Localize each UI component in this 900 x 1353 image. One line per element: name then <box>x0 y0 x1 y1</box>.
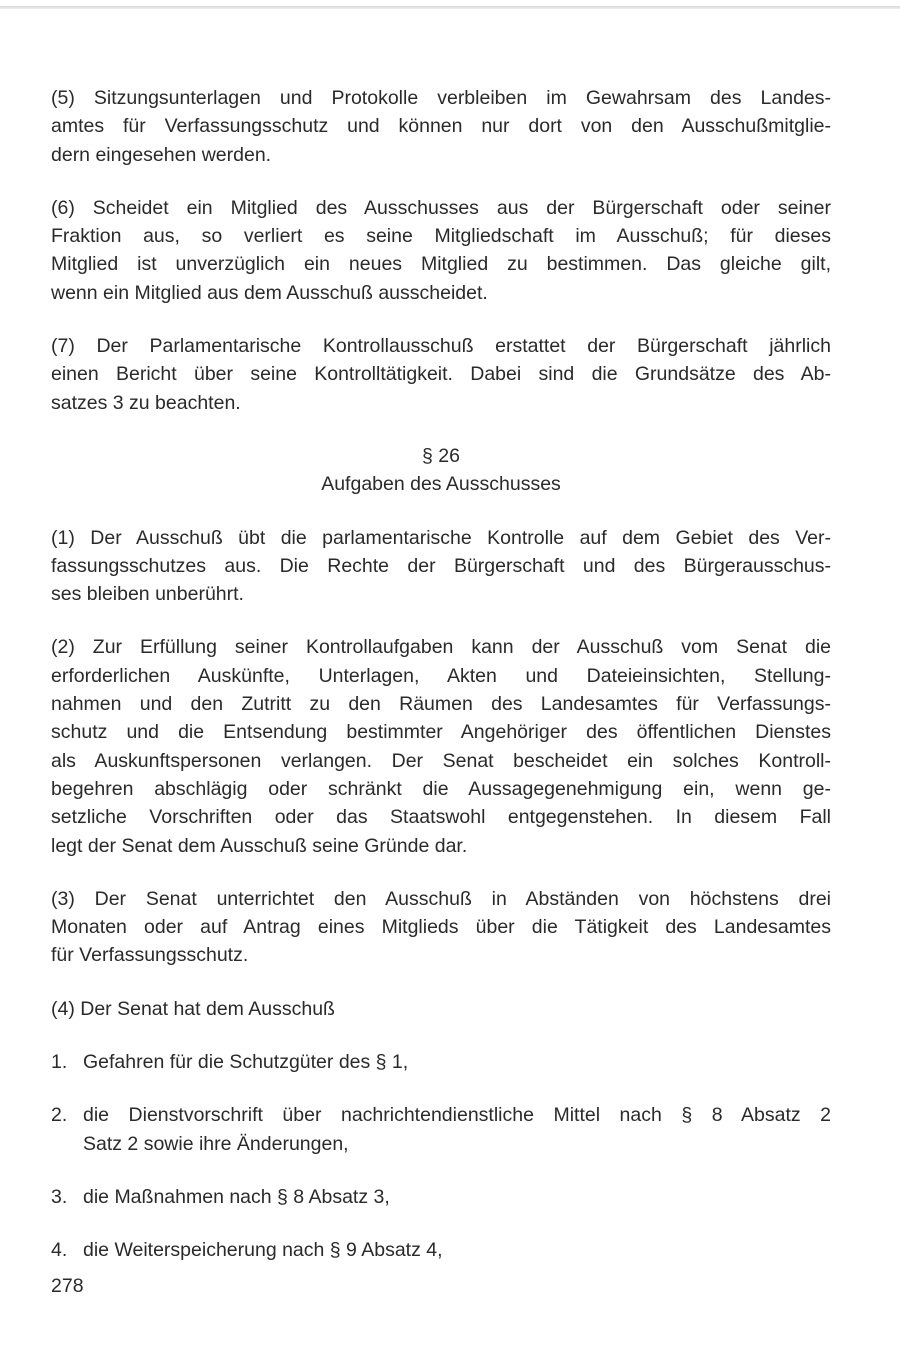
list-item <box>51 1183 831 1211</box>
text-line: wenn ein Mitglied aus dem Ausschuß ausscheidet. <box>51 281 488 304</box>
text-line: (2) Zur Erfüllung seiner Kontrollaufgaben kann der Ausschuß vom Senat die <box>51 636 831 659</box>
document-page <box>51 84 831 1290</box>
text-line: setzliche Vorschriften oder das Staatswohl entgegenstehen. In diesem Fall <box>51 806 831 829</box>
page-number: 278 <box>51 1275 84 1297</box>
text-line: die Weiterspeicherung nach § 9 Absatz 4, <box>83 1239 443 1262</box>
list-item-number: 3. <box>51 1185 68 1208</box>
text-line: einen Bericht über seine Kontrolltätigkeit. Dabei sind die Grundsätze des Ab- <box>51 363 831 386</box>
list-item-number: 1. <box>51 1051 68 1074</box>
text-line: satzes 3 zu beachten. <box>51 391 241 414</box>
text-line: Mitglied ist unverzüglich ein neues Mitglied zu bestimmen. Das gleiche gilt, <box>51 253 831 276</box>
list-item <box>51 1048 831 1076</box>
text-line: (4) Der Senat hat dem Ausschuß <box>51 997 335 1020</box>
section-title: Aufgaben des Ausschusses <box>321 473 561 496</box>
scan-top-edge <box>0 6 900 9</box>
section-paragraph-4 <box>51 995 831 1023</box>
text-line: begehren abschlägig oder schränkt die Aussagegenehmigung ein, wenn ge- <box>51 777 831 800</box>
text-line: (1) Der Ausschuß übt die parlamentarische Kontrolle auf dem Gebiet des Ver- <box>51 526 831 549</box>
text-line: als Auskunftspersonen verlangen. Der Senat bescheidet ein solches Kontroll- <box>51 749 831 772</box>
paragraph-5 <box>51 84 831 169</box>
section-paragraph-3 <box>51 885 831 970</box>
text-line: (5) Sitzungsunterlagen und Protokolle verbleiben im Gewahrsam des Landes- <box>51 87 831 109</box>
text-line: für Verfassungsschutz. <box>51 944 249 967</box>
paragraph-7 <box>51 332 831 417</box>
paragraph-6 <box>51 194 831 307</box>
text-line: legt der Senat dem Ausschuß seine Gründe dar. <box>51 834 468 857</box>
section-heading <box>51 442 831 499</box>
list-item-number: 4. <box>51 1239 68 1262</box>
text-line: ses bleiben unberührt. <box>51 583 244 606</box>
text-line: amtes für Verfassungsschutz und können nur dort von den Ausschußmitglie- <box>51 115 831 138</box>
text-line: (3) Der Senat unterrichtet den Ausschuß in Abständen von höchstens drei <box>51 887 831 910</box>
text-line: Monaten oder auf Antrag eines Mitglieds über die Tätigkeit des Landesamtes <box>51 916 831 939</box>
section-paragraph-2 <box>51 633 831 859</box>
text-line: Gefahren für die Schutzgüter des § 1, <box>83 1051 409 1074</box>
text-line: die Maßnahmen nach § 8 Absatz 3, <box>83 1185 390 1208</box>
text-line: erforderlichen Auskünfte, Unterlagen, Akten und Dateieinsichten, Stellung- <box>51 664 831 687</box>
text-line: schutz und die Entsendung bestimmter Angehöriger des öffentlichen Dienstes <box>51 721 831 744</box>
text-line: Fraktion aus, so verliert es seine Mitgliedschaft im Ausschuß; für dieses <box>51 225 831 248</box>
list-item-number: 2. <box>51 1104 68 1127</box>
text-line: dern eingesehen werden. <box>51 143 272 166</box>
list-item <box>51 1236 831 1264</box>
section-number: § 26 <box>422 444 460 467</box>
text-line: (6) Scheidet ein Mitglied des Ausschusses aus der Bürgerschaft oder seiner <box>51 196 831 219</box>
text-line: (7) Der Parlamentarische Kontrollausschuß erstattet der Bürgerschaft jährlich <box>51 335 831 358</box>
section-paragraph-1 <box>51 524 831 609</box>
text-line: nahmen und den Zutritt zu den Räumen des Landesamtes für Verfassungs- <box>51 693 831 716</box>
list-item <box>51 1101 831 1158</box>
text-line: Satz 2 sowie ihre Änderungen, <box>83 1132 349 1155</box>
text-line: die Dienstvorschrift über nachrichtendienstliche Mittel nach § 8 Absatz 2 <box>83 1104 831 1127</box>
text-line: fassungsschutzes aus. Die Rechte der Bürgerschaft und des Bürgerausschus- <box>51 554 831 577</box>
